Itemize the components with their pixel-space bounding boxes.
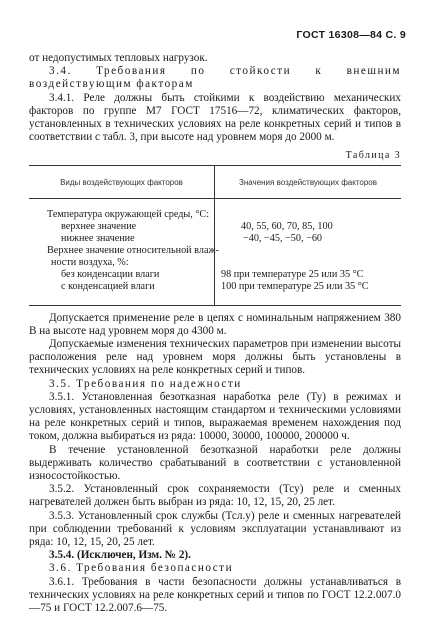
table-header-factors: Виды воздействующих факторов [60, 177, 183, 187]
table-left-row: Температура окружающей среды, °С: [47, 208, 210, 220]
table-right-row: 40, 55, 60, 70, 85, 100 [241, 220, 333, 232]
table-left-row: без конденсации влаги [61, 268, 160, 280]
paragraph-permit-changes: Допускаемые изменения технических параметров при изменении высоты расположения реле над уровнем моря должны быть установлены в технических условиях на реле конкретных серий и типов. [29, 338, 401, 377]
clause-3-5-3: 3.5.3. Установленный срок службы (Тсл.у) реле и сменных нагревателей при соблюдении требований к условиям эксплуатации устанавливают из ряда: 10, 12, 15, 20, 25 лет. [29, 509, 401, 549]
clause-3-6-1: 3.6.1. Требования в части безопасности должны устанавливаться в технических условиях на реле конкретных серий и типов по ГОСТ 12.2.007.0—75 и ГОСТ 12.2.007.6—75. [29, 575, 401, 615]
table-right-row: 98 при температуре 25 или 35 °С [221, 268, 364, 280]
clause-3-5-4: 3.5.4. (Исключен, Изм. № 2). [49, 549, 191, 562]
table-left-row: верхнее значение [61, 220, 137, 232]
table-column-divider [214, 166, 215, 305]
page-body [29, 52, 401, 615]
table-left-row: нижнее значение [61, 232, 135, 244]
section-3-4-title: 3.4. Требования по стойкости к внешним воздействующим факторам [29, 65, 401, 91]
table-header-values: Значения воздействующих факторов [239, 177, 377, 187]
paragraph-continuation: от недопустимых тепловых нагрузок. [29, 52, 208, 64]
clause-3-5-2: 3.5.2. Установленный срок сохраняемости (Тсу) реле и сменных нагревателей должен быть выбран из ряда: 10, 12, 15, 20, 25 лет. [29, 483, 401, 509]
clause-3-5-1: 3.5.1. Установленная безотказная наработка реле (Ту) в режимах и условиях, установленных настоящим стандартом и техническими условиями на реле конкретных серий и типов, выражаемая временем нахождения под током, должна выбираться из ряда: 10000, 30000, 100000, 200000 ч. [29, 390, 401, 443]
page-header: ГОСТ 16308—84 С. 9 [296, 29, 406, 41]
table-caption: Таблица 3 [345, 150, 401, 162]
table-left-row: Верхнее значение относительной влаж- [47, 244, 219, 256]
paragraph-permit-380v: Допускается применение реле в цепях с номинальным напряжением 380 В на высоте над уровнем моря до 4300 м. [29, 311, 401, 337]
table-left-row: ности воздуха, %: [51, 256, 129, 268]
clause-3-5-1-continued: В течение установленной безотказной наработки реле должны выдерживать количество срабатываний в соответствии с установленной износостойкостью. [29, 443, 401, 483]
section-3-5-title: 3.5. Требования по надежности [49, 377, 242, 390]
section-3-6-title: 3.6. Требования безопасности [49, 562, 234, 575]
table-right-row: −40, −45, −50, −60 [243, 232, 323, 244]
table-header-divider [29, 198, 401, 199]
table-left-row: с конденсацией влаги [61, 280, 155, 292]
table-right-row: 100 при температуре 25 или 35 °С [221, 280, 369, 292]
clause-3-4-1: 3.4.1. Реле должны быть стойкими к воздействию механических факторов по группе М7 ГОСТ 17516—72, климатических факторов, установленных в технических условиях на реле конкретных серий и типов в соответствии с табл. 3, при высоте над уровнем моря до 2000 м. [29, 91, 401, 144]
table-3 [29, 165, 401, 306]
